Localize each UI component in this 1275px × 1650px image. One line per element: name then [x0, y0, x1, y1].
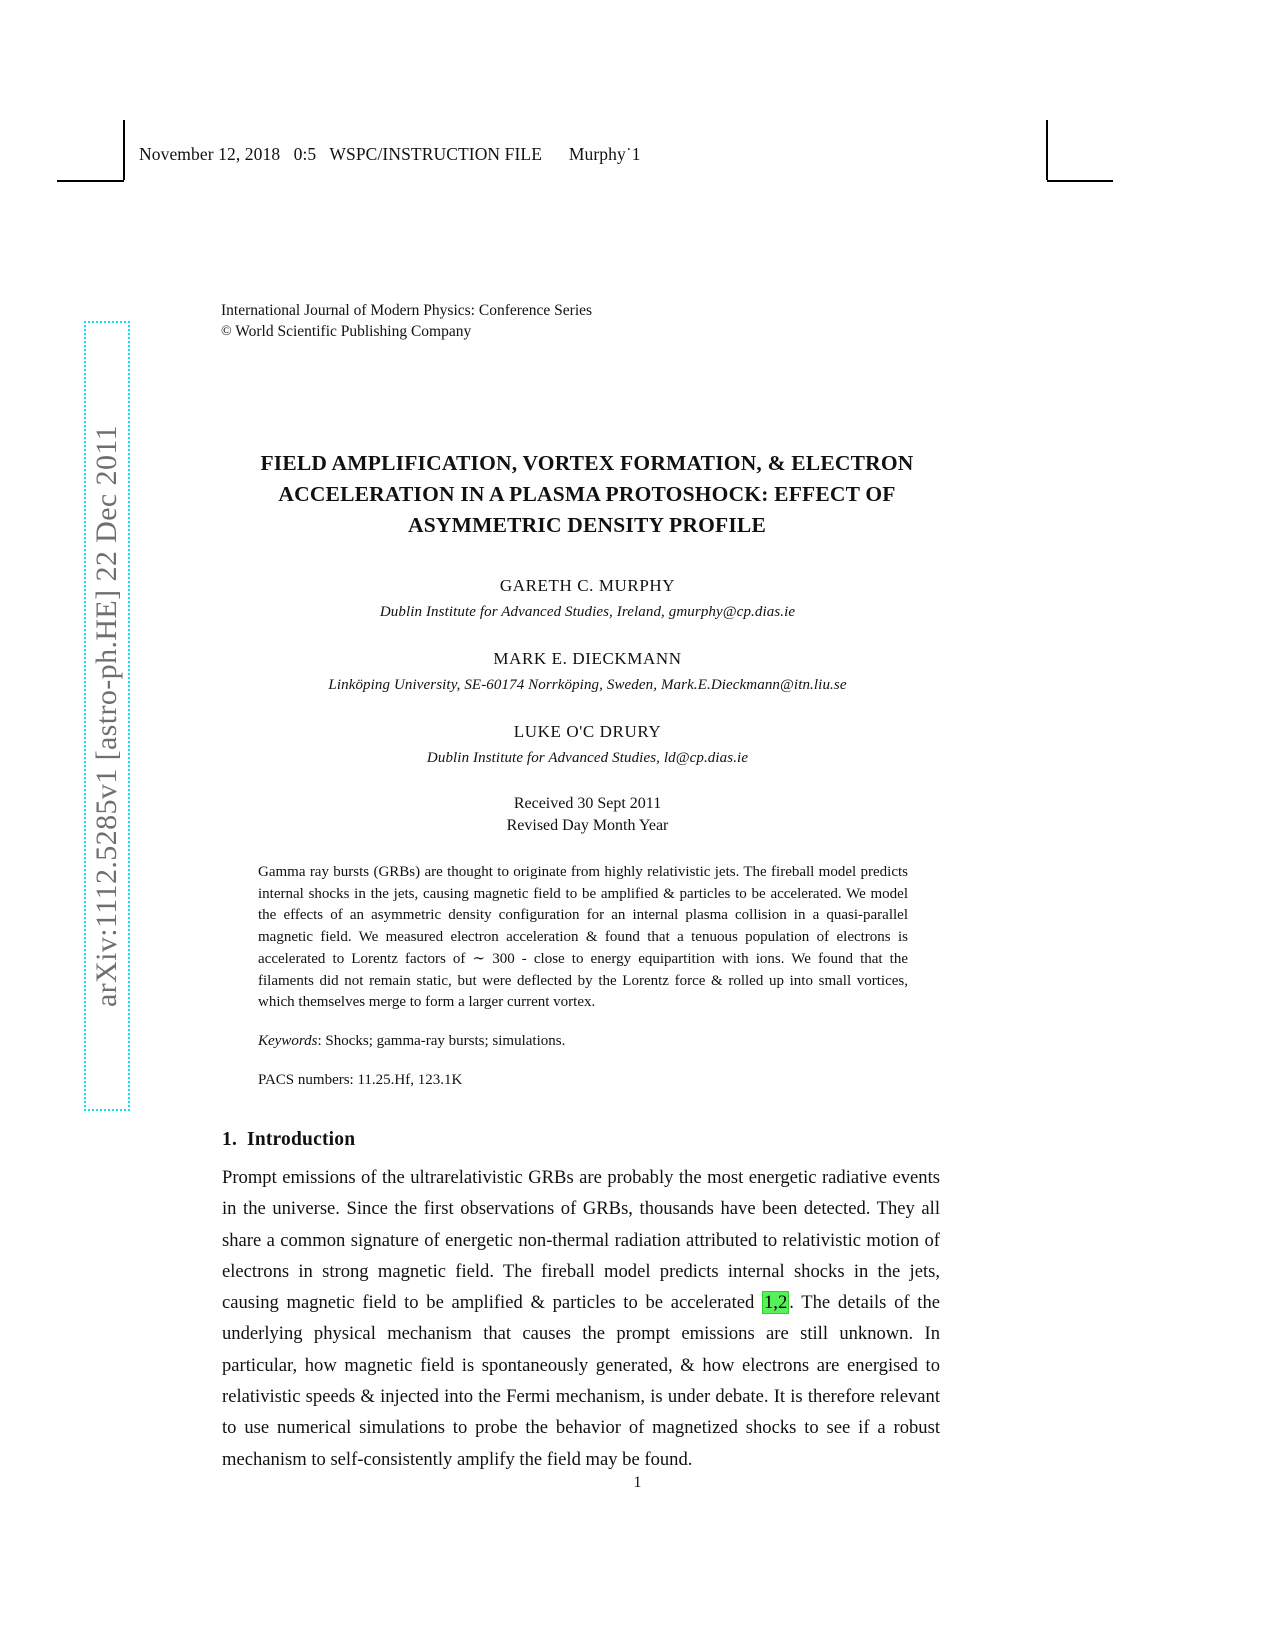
arxiv-identifier-text: arXiv:1112.5285v1 [astro-ph.HE] 22 Dec 2011 — [90, 424, 123, 1008]
introduction-body — [222, 1162, 940, 1475]
author-list — [180, 576, 995, 767]
author-entry — [180, 649, 995, 694]
running-head: November 12, 2018 0:5 WSPC/INSTRUCTION FILE Murphy˙1 — [139, 144, 641, 164]
section-number: 1. — [222, 1129, 238, 1150]
crop-mark-top-left-horizontal — [57, 180, 124, 182]
revised-date: Revised Day Month Year — [506, 816, 669, 834]
keywords-label: Keywords — [258, 1032, 318, 1049]
abstract-block — [258, 862, 908, 1091]
page-title: FIELD AMPLIFICATION, VORTEX FORMATION, & ELECTRON ACCELERATION IN A PLASMA PROTOSHOCK: EFFECT OF ASYMMETRIC DENSITY PROFILE — [260, 451, 914, 537]
journal-name: International Journal of Modern Physics: Conference Series — [221, 302, 593, 319]
author-entry — [180, 722, 995, 767]
arxiv-identifier-stamp — [84, 321, 130, 1111]
citation-link[interactable]: 1,2 — [764, 1292, 788, 1314]
crop-mark-top-right-horizontal — [1047, 180, 1113, 182]
abstract-text: Gamma ray bursts (GRBs) are thought to originate from highly relativistic jets. The fireball model predicts internal shocks in the jets, causing magnetic field to be amplified & particles to be accelerated. We model the effects of an asymmetric density configuration for an internal plasma collision in a quasi-parallel magnetic field. We measured electron acceleration & found that a tenuous population of electrons is accelerated to Lorentz factors of ∼ 300 - close to energy equipartition with ions. We found that the filaments did not remain static, but were deflected by the Lorentz force & rolled up into small vortices, which themselves merge to form a larger current vortex. — [258, 864, 908, 1011]
publisher-name: World Scientific Publishing Company — [235, 323, 472, 340]
author-entry — [180, 576, 995, 621]
section-heading — [222, 1129, 355, 1151]
paragraph-text-before-citation: Prompt emissions of the ultrarelativistic GRBs are probably the most energetic radiative events in the universe. Since the first observations of GRBs, thousands have been detected. They all share a common signature of energetic non-thermal radiation attributed to relativistic motion of electrons in strong magnetic field. The fireball model predicts internal shocks in the jets, causing magnetic field to be amplified & particles to be accelerated — [222, 1167, 940, 1314]
journal-imprint — [221, 300, 592, 343]
author-affiliation: Dublin Institute for Advanced Studies, ld@cp.dias.ie — [426, 750, 749, 766]
introduction-paragraph — [222, 1162, 940, 1475]
crop-mark-top-left-vertical — [123, 120, 125, 180]
author-affiliation: Dublin Institute for Advanced Studies, Ireland, gmurphy@cp.dias.ie — [379, 604, 796, 620]
copyright-icon: © — [221, 324, 232, 339]
section-title: Introduction — [247, 1129, 356, 1150]
author-name: GARETH C. MURPHY — [499, 576, 676, 595]
crop-mark-top-right-vertical — [1046, 120, 1048, 180]
page-number: 1 — [633, 1474, 642, 1491]
pacs-line: PACS numbers: 11.25.Hf, 123.1K — [258, 1071, 463, 1088]
received-date: Received 30 Sept 2011 — [513, 795, 662, 812]
author-affiliation: Linköping University, SE-60174 Norrköping, Sweden, Mark.E.Dieckmann@itn.liu.se — [328, 677, 847, 693]
keywords-value: : Shocks; gamma-ray bursts; simulations. — [317, 1032, 566, 1049]
author-name: MARK E. DIECKMANN — [493, 649, 682, 668]
keywords-line — [258, 1031, 908, 1053]
copyright-line — [221, 321, 592, 343]
paragraph-text-after-citation: . The details of the underlying physical mechanism that causes the prompt emissions are still unknown. In particular, how magnetic field is spontaneously generated, & how electrons are energised to relativistic speeds & injected into the Fermi mechanism, is under debate. It is therefore relevant to use numerical simulations to probe the behavior of magnetized shocks to see if a robust mechanism to self-consistently amplify the field may be found. — [222, 1292, 940, 1470]
received-dates — [180, 793, 995, 836]
author-name: LUKE O'C DRURY — [513, 722, 662, 741]
